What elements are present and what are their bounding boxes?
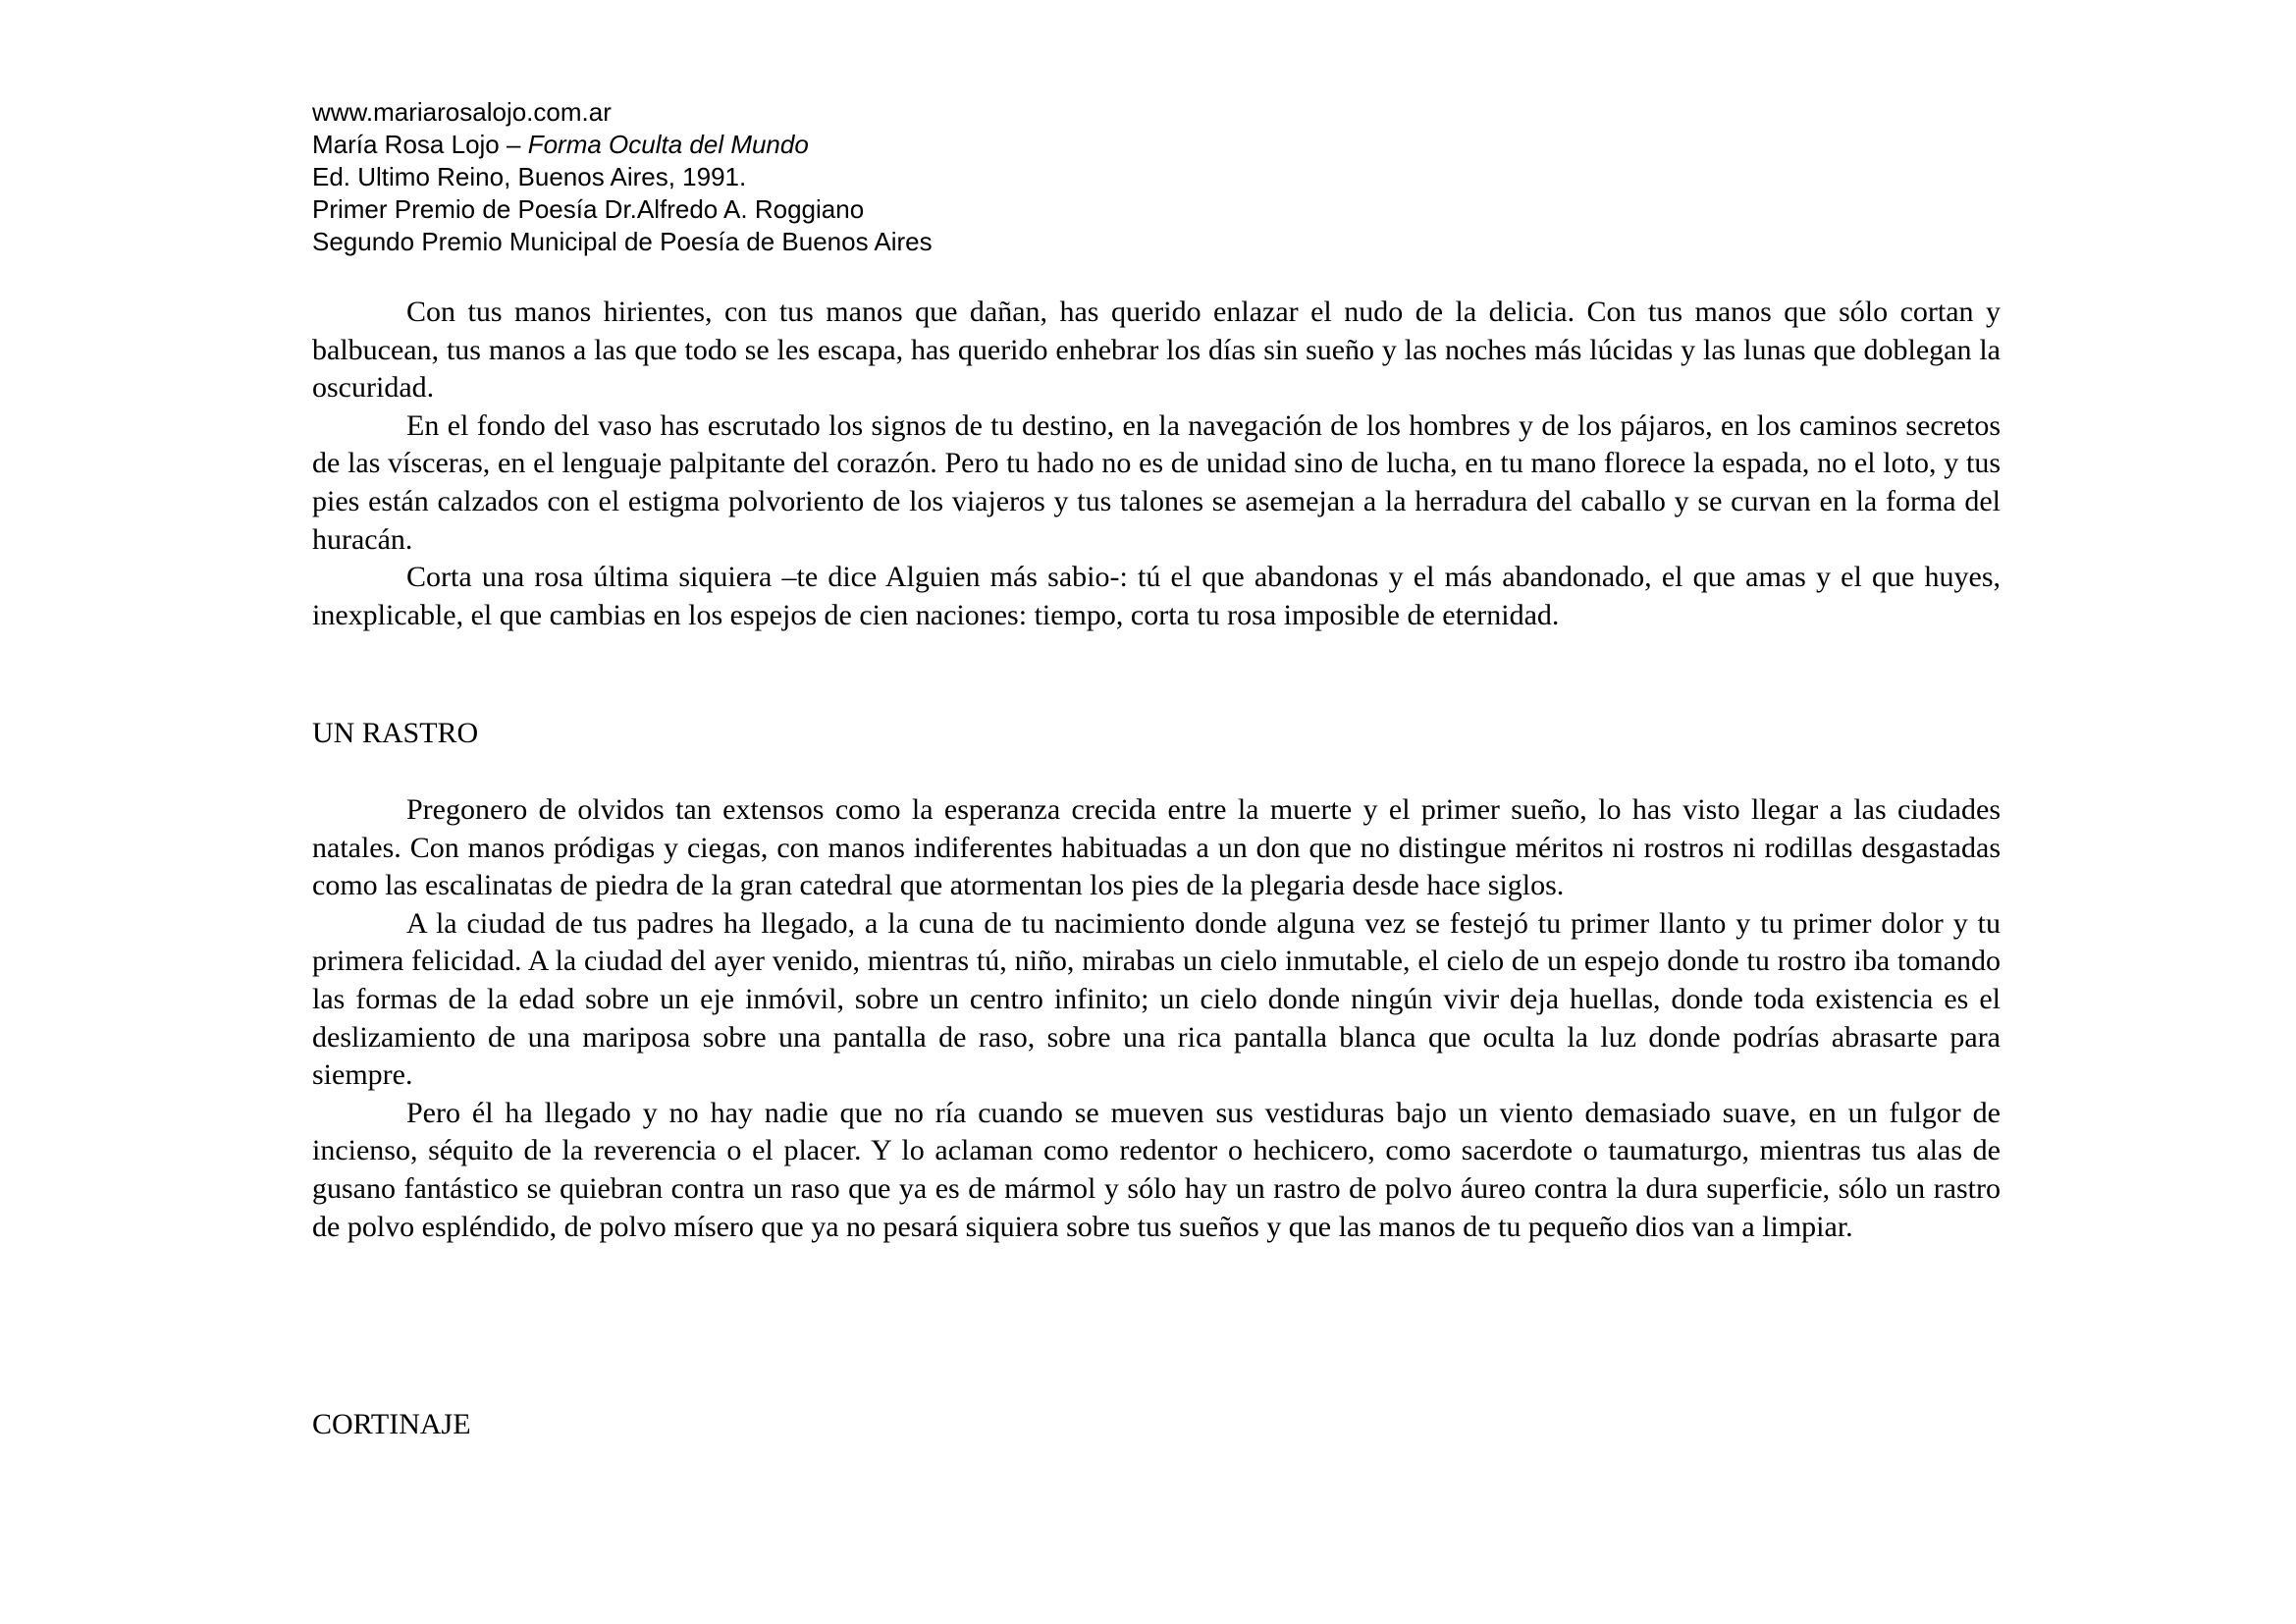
publisher-line: Ed. Ultimo Reino, Buenos Aires, 1991. [312, 162, 747, 191]
prose-paragraph: Pregonero de olvidos tan extensos como la esperanza crecida entre la muerte y el primer sueño, lo has visto llegar a las ciudades natales. Con manos pródigas y ciegas, con manos indiferentes habituadas a un don que no distingue méritos ni rostros ni rodillas desgastadas como las escalinatas de piedra de la gran catedral que atormentan los pies de la plegaria desde hace siglos. [312, 793, 2001, 902]
section-heading-un-rastro: UN RASTRO [312, 717, 479, 749]
poem-block-un-rastro [312, 791, 2001, 1246]
author-title-line [312, 129, 1686, 161]
prose-paragraph: Con tus manos hirientes, con tus manos que dañan, has querido enlazar el nudo de la delicia. Con tus manos que sólo cortan y balbucean, tus manos a las que todo se les escapa, has querido enhebrar los días sin sueño y las noches más lúcidas y las lunas que doblegan la oscuridad. [312, 296, 2001, 405]
section-heading-cortinaje: CORTINAJE [312, 1408, 471, 1440]
prose-paragraph: Pero él ha llegado y no hay nadie que no ría cuando se mueven sus vestiduras bajo un viento demasiado suave, en un fulgor de incienso, séquito de la reverencia o el placer. Y lo aclaman como redentor o hechicero, como sacerdote o taumaturgo, mientras tus alas de gusano fantástico se quiebran contra un raso que ya es de mármol y sólo hay un rastro de polvo áureo contra la dura superficie, sólo un rastro de polvo espléndido, de polvo mísero que ya no pesará siquiera sobre tus sueños y que las manos de tu pequeño dios van a limpiar. [312, 1096, 2001, 1243]
award-line-2: Segundo Premio Municipal de Poesía de Buenos Aires [312, 227, 933, 256]
website-url: www.mariarosalojo.com.ar [312, 97, 612, 127]
poem-block-untitled [312, 294, 2001, 634]
book-title: Forma Oculta del Mundo [527, 130, 809, 159]
author-title-separator: – [499, 130, 528, 159]
prose-paragraph: En el fondo del vaso has escrutado los signos de tu destino, en la navegación de los hombres y de los pájaros, en los caminos secretos de las vísceras, en el lenguaje palpitante del corazón. Pero tu hado no es de unidad sino de lucha, en tu mano florece la espada, no el loto, y tus pies están calzados con el estigma polvoriento de los viajeros y tus talones se asemejan a la herradura del caballo y se curvan en la forma del huracán. [312, 408, 2001, 556]
document-header [312, 96, 1686, 258]
prose-paragraph: Corta una rosa última siquiera –te dice Alguien más sabio-: tú el que abandonas y el más abandonado, el que amas y el que huyes, inexplicable, el que cambias en los espejos de cien naciones: tiempo, corta tu rosa imposible de eternidad. [312, 561, 2001, 631]
prose-paragraph: A la ciudad de tus padres ha llegado, a la cuna de tu nacimiento donde alguna vez se festejó tu primer llanto y tu primer dolor y tu primera felicidad. A la ciudad del ayer venido, mientras tú, niño, mirabas un cielo inmutable, el cielo de un espejo donde tu rostro iba tomando las formas de la edad sobre un eje inmóvil, sobre un centro infinito; un cielo donde ningún vivir deja huellas, donde toda existencia es el deslizamiento de una mariposa sobre una pantalla de raso, sobre una rica pantalla blanca que oculta la luz donde podrías abrasarte para siempre. [312, 906, 2001, 1092]
award-line-1: Primer Premio de Poesía Dr.Alfredo A. Roggiano [312, 194, 865, 224]
author-name: María Rosa Lojo [312, 130, 500, 159]
